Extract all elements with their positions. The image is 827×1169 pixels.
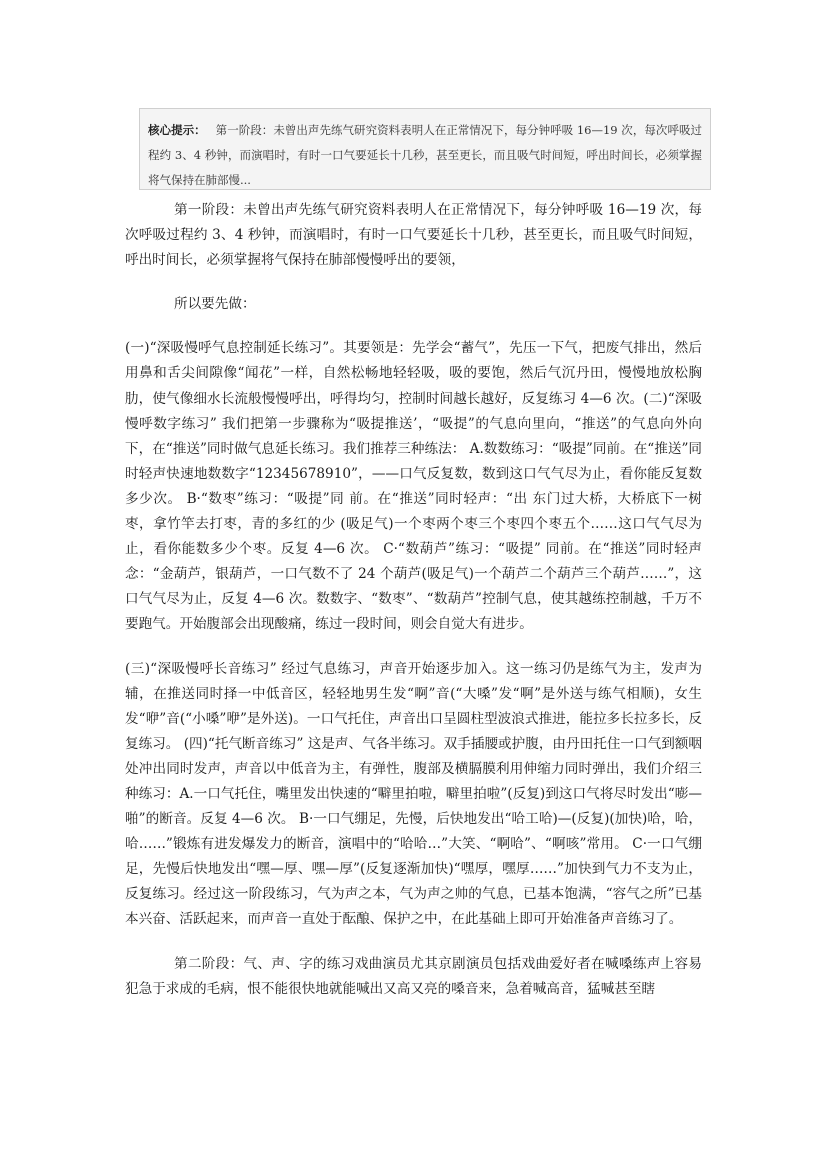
core-tip-text: 第一阶段：未曾出声先练气研究资料表明人在正常情况下，每分钟呼吸 16—19 次，每次呼吸过程约 3、4 秒钟，而演唱时，有时一口气要延长十几秒，甚至更长，而且吸气时间短，呼出时间长，必须掌握将气保持在肺部慢... xyxy=(148,123,703,187)
paragraph-therefore: 所以要先做： xyxy=(174,296,256,313)
paragraph-exercises-one-two: (一)“深吸慢呼气息控制延长练习”。其要领是：先学会“蓄气”，先压一下气，把废气排出，然后用鼻和舌尖间隙像“闻花”一样，自然松畅地轻轻吸，吸的要饱，然后气沉丹田，慢慢地放松胸肋，使气像细水长流般慢慢呼出，呼得均匀，控制时间越长越好，反复练习 4—6 次。(二)“深吸慢呼数字练习” 我们把第一步骤称为“吸提推送’，“吸提”的气息向里向，“推送”的气息向外向下，在“推送”同时做气息延长练习。我们推荐三种练法： A.数数练习：“吸提”同前。在“推送”同时轻声快速地数数字“12345678910”，——口气反复数，数到这口气气尽为止，看你能反复数多少次。 B·“数枣”练习：“吸提”同 前。在“推送”同时轻声：“出 东门过大桥，大桥底下一树枣，拿竹竿去打枣，青的多红的少 (吸足气)一个枣两个枣三个枣四个枣五个……这口气气尽为止，看你能数多少个枣。反复 4—6 次。 C·“数葫芦”练习：“吸提” 同前。在“推送”同时轻声念：“金葫芦，银葫芦，一口气数不了 24 个葫芦(吸足气)一个葫芦二个葫芦三个葫芦……”，这口气气尽为止，反复 4—6 次。数数字、“数枣”、“数葫芦”控制气息，使其越练控制越，千万不要跑气。开始腹部会出现酸痛，练过一段时间，则会自觉大有进步。 xyxy=(125,340,702,633)
core-tip-label: 核心提示： xyxy=(148,123,206,137)
article-body xyxy=(125,198,702,1002)
paragraph-stage-one-intro: 第一阶段：未曾出声先练气研究资料表明人在正常情况下，每分钟呼吸 16—19 次，每次呼吸过程约 3、4 秒钟，而演唱时，有时一口气要延长十几秒，甚至更长，而且吸气时间短，呼出时间长，必须掌握将气保持在肺部慢慢呼出的要领， xyxy=(125,202,702,269)
paragraph-exercises-three-four: (三)“深吸慢呼长音练习” 经过气息练习，声音开始逐步加入。这一练习仍是练气为主，发声为辅，在推送同时择一中低音区，轻轻地男生发“啊”音(“大嗓”发“啊”是外送与练气相顺)，女生发“咿”音(“小嗓”咿”是外送)。一口气托住，声音出口呈圆柱型波浪式推进，能拉多长拉多长，反复练习。 (四)“托气断音练习” 这是声、气各半练习。双手插腰或护腹，由丹田托住一口气到额咽处冲出同时发声，声音以中低音为主，有弹性，腹部及横膈膜利用伸缩力同时弹出，我们介绍三种练习：A.一口气托住，嘴里发出快速的“噼里拍啦，噼里拍啦”(反复)到这口气将尽时发出“嘭—啪”的断音。反复 4—6 次。 B·一口气绷足，先慢，后快地发出“哈工哈)—(反复)(加快)哈，哈，哈……”锻炼有进发爆发力的断音，演唱中的“哈哈…”大笑、“啊哈”、“啊咳”常用。 C·一口气绷足，先慢后快地发出“嘿—厚、嘿—厚”(反复逐渐加快)“嘿厚，嘿厚……”加快到气力不支为止，反复练习。经过这一阶段练习，气为声之本，气为声之帅的气息，已基本饱满，“容气之所”已基本兴奋、活跃起来，而声音一直处于酝酿、保护之中，在此基础上即可开始准备声音练习了。 xyxy=(125,660,702,928)
paragraph-stage-two: 第二阶段：气、声、字的练习戏曲演员尤其京剧演员包括戏曲爱好者在喊嗓练声上容易犯急于求成的毛病，恨不能很快地就能喊出又高又亮的嗓音来，急着喊高音，猛喊甚至瞎 xyxy=(125,955,702,997)
core-tip-box xyxy=(139,108,711,190)
